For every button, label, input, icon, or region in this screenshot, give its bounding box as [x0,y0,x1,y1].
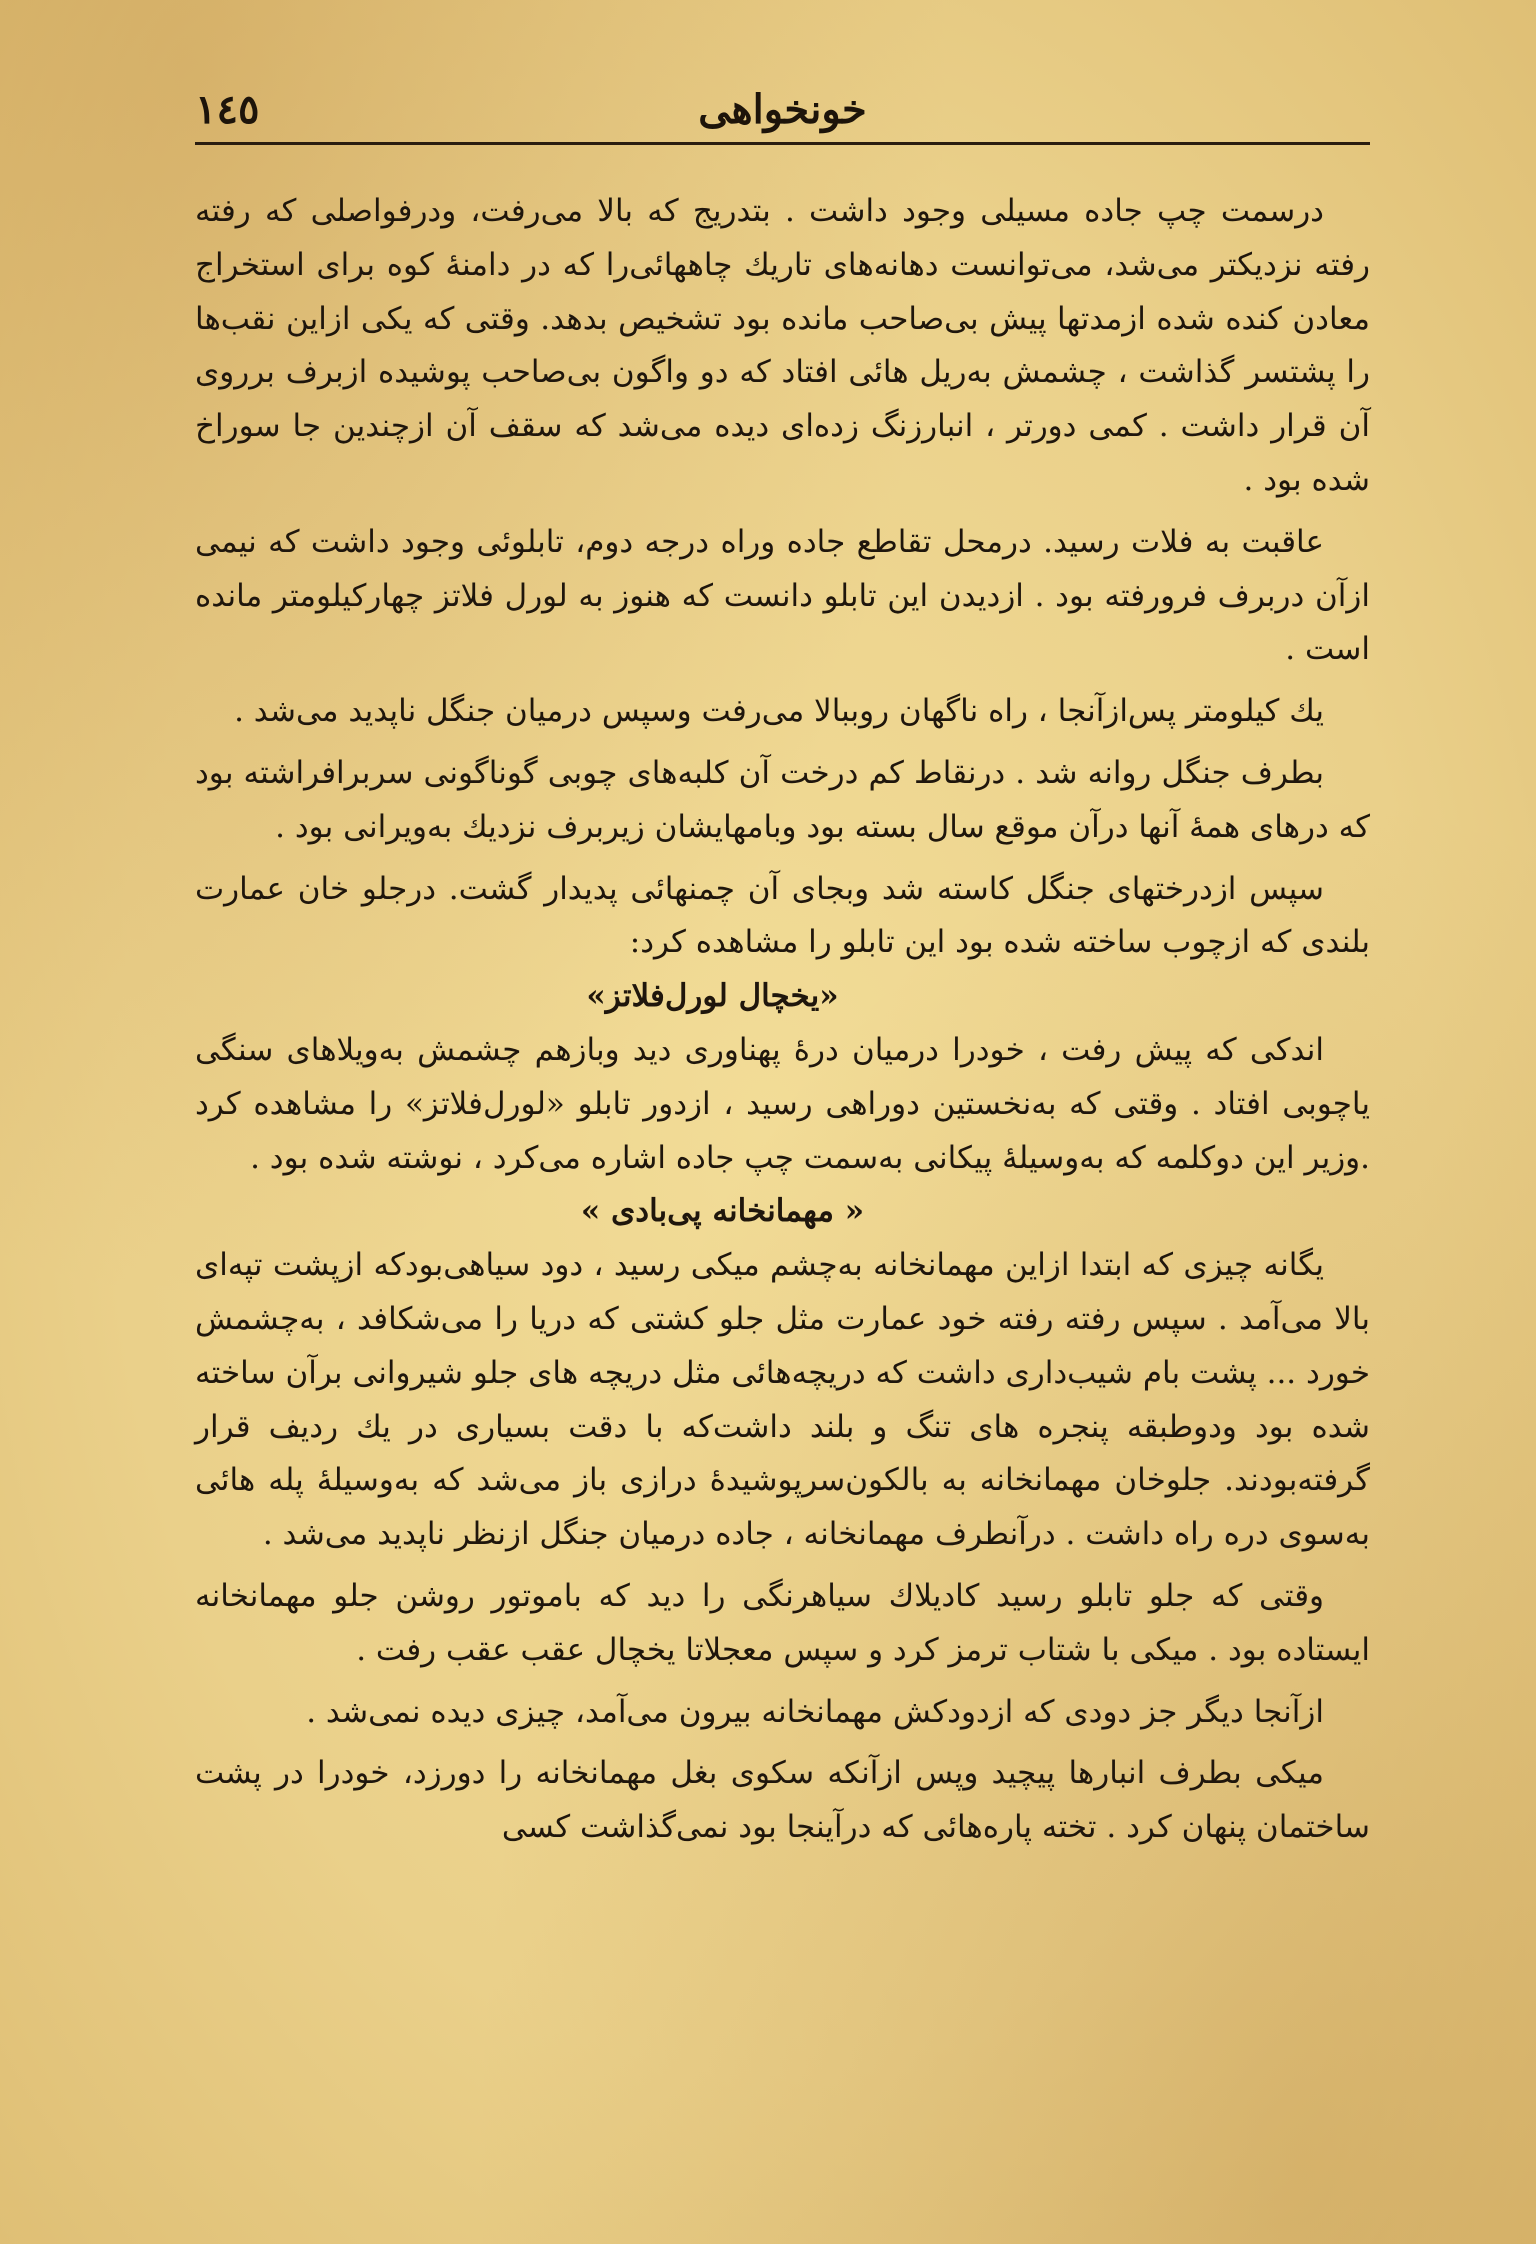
page-number: ١٤٥ [195,86,260,133]
paragraph-9: ازآنجا دیگر جز دودی که ازدودکش مهمانخانه بیرون می‌آمد، چیزی دیده نمی‌شد . [306,1693,1324,1730]
paragraph-2: عاقبت به فلات رسید. درمحل تقاطع جاده وراه درجه دوم، تابلوئی وجود داشت که نیمی ازآن دربرف فرورفته بود . ازدیدن این تابلو دانست که هنوز به لورل فلاتز چهارکیلومتر مانده است . [195,523,1370,668]
paragraph-6: اندکی که پیش رفت ، خودرا درمیان درهٔ پهناوری دید وبازهم چشمش به‌ویلاهای سنگی یاچوبی افتاد . وقتی که به‌نخستین دوراهی رسید ، ازدور تابلو «لورل‌فلاتز» را مشاهده کرد .وزیر این دوکلمه که به‌وسیلهٔ پیکانی به‌سمت چپ جاده اشاره می‌کرد ، نوشته شده بود . [195,1031,1370,1176]
paragraph-8: وقتی که جلو تابلو رسید کادیلاك سیاهرنگی را دید که باموتور روشن جلو مهمانخانه ایستاده بود . میکی با شتاب ترمز کرد و سپس معجلاتا یخچال عقب عقب رفت . [195,1577,1370,1668]
sign-text-hotel: « مهمانخانه پی‌بادی » [580,1193,865,1230]
page-header [195,82,1370,145]
paragraph-5: سپس ازدرختهای جنگل کاسته شد وبجای آن چمنهائی پدیدار گشت. درجلو خان عمارت بلندی که ازچوب ساخته شده بود این تابلو را مشاهده کرد: [195,870,1370,961]
sign-text-ice-rink: «یخچال لورل‌فلاتز» [586,978,839,1015]
paragraph-4: بطرف جنگل روانه شد . درنقاط کم درخت آن کلبه‌های چوبی گوناگونی سربرافراشته بود که درهای همهٔ آنها درآن موقع سال بسته بود وبامهایشان زیربرف نزدیك به‌ویرانی بود . [195,754,1370,845]
paragraph-3: یك کیلومتر پس‌ازآنجا ، راه ناگهان روببالا می‌رفت وسپس درمیان جنگل ناپدید می‌شد . [234,693,1324,730]
running-title: خونخواهی [698,86,867,133]
paragraph-7: یگانه چیزی که ابتدا ازاین مهمانخانه به‌چشم میکی رسید ، دود سیاهی‌بودکه ازپشت تپه‌ای بالا می‌آمد . سپس رفته رفته خود عمارت مثل جلو کشتی که دریا را می‌شکافد ، به‌چشمش خورد ... پشت بام شیب‌داری داشت که دریچه‌هائی مثل دریچه های جلو شیروانی برآن ساخته شده بود ودوطبقه پنجره های تنگ و بلند داشت‌که با دقت بسیاری در یك ردیف قرار گرفته‌بودند. جلوخان مهمانخانه به بالکون‌سرپوشیدهٔ درازی باز می‌شد که به‌وسیلهٔ پله هائی به‌سوی دره راه داشت . درآنطرف مهمانخانه ، جاده درمیان جنگل ازنظر ناپدید می‌شد . [195,1247,1370,1553]
paragraph-10: میکی بطرف انبارها پیچید وپس ازآنکه سکوی بغل مهمانخانه را دورزد، خودرا در پشت ساختمان پنهان کرد . تخته پاره‌هائی که درآینجا بود نمی‌گذاشت کسی [195,1755,1370,1846]
body-text [195,185,1370,1855]
paragraph-1: درسمت چپ جاده مسیلی وجود داشت . بتدریج که بالا می‌رفت، ودرفواصلی که رفته رفته نزدیکتر می‌شد، می‌توانست دهانه‌های تاریك چاههائی‌را که در دامنهٔ کوه برای استخراج معادن کنده شده ازمدتها پیش بی‌صاحب مانده بود تشخیص بدهد. وقتی که یکی ازاین نقب‌ها را پشتسر گذاشت ، چشمش به‌ریل هائی افتاد که دو واگون بی‌صاحب پوشیده ازبرف برروی آن قرار داشت . کمی دورتر ، انبارزنگ زده‌ای دیده می‌شد که سقف آن ازچندین جا سوراخ شده بود . [195,193,1370,498]
